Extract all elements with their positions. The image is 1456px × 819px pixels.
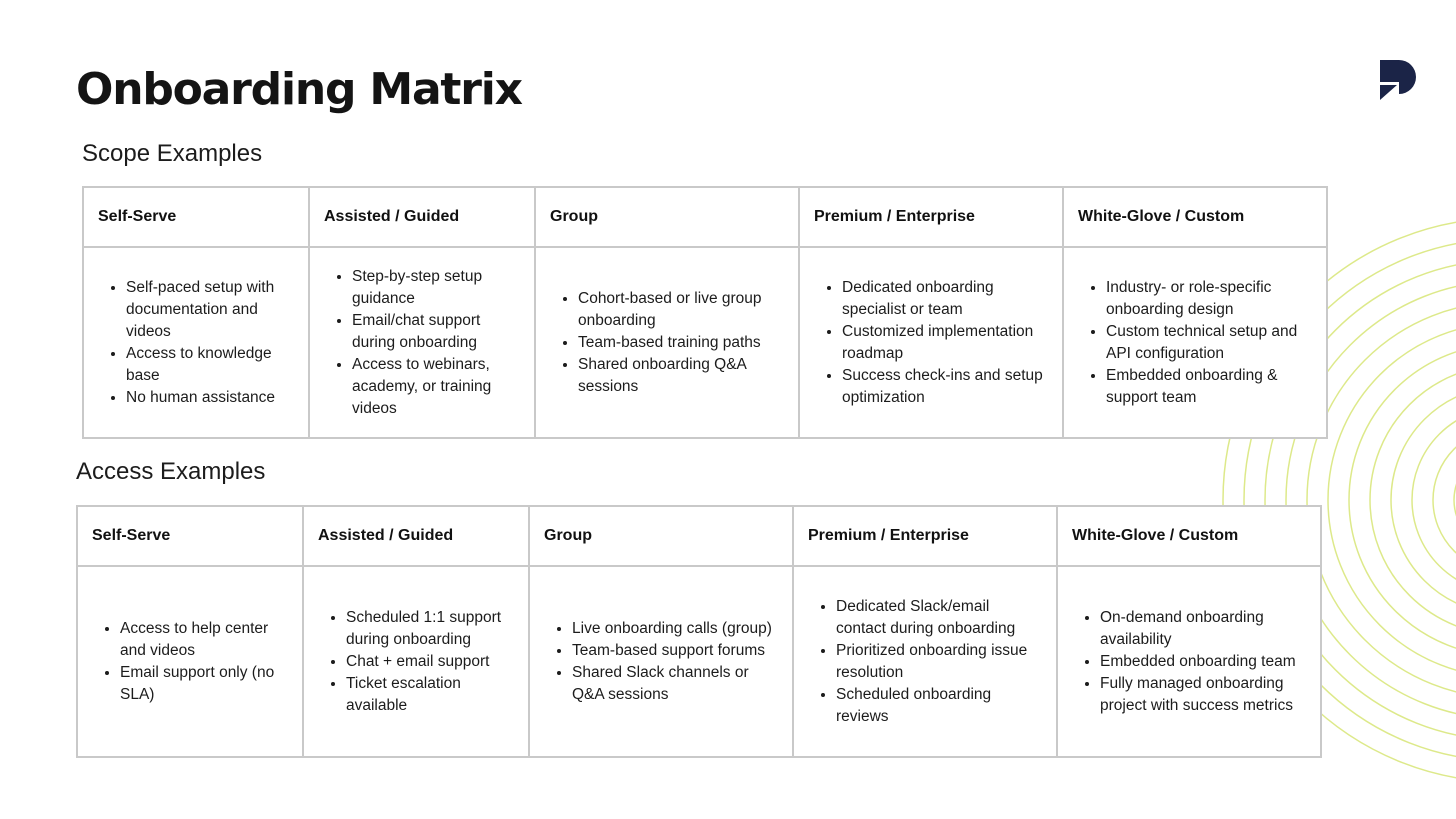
list-item: • Embedded onboarding team	[1100, 651, 1306, 673]
list-item: • Access to help center and videos	[120, 618, 288, 662]
bullet-list	[808, 596, 1042, 728]
cell-self-serve	[83, 247, 309, 438]
cell-premium-enterprise	[793, 566, 1057, 757]
column-header-assisted-guided: Assisted / Guided	[303, 506, 529, 566]
bullet-list	[544, 618, 778, 706]
ring-line	[1370, 365, 1456, 635]
column-header-assisted-guided: Assisted / Guided	[309, 187, 535, 247]
ring-line	[1328, 323, 1456, 677]
list-item: • Shared onboarding Q&A sessions	[578, 354, 784, 398]
bullet-list	[324, 266, 520, 420]
list-item: • Custom technical setup and API configuration	[1106, 321, 1312, 365]
table-header-row	[83, 187, 1327, 247]
list-item: • Team-based support forums	[572, 640, 778, 662]
brand-logo-icon	[1378, 60, 1418, 100]
table-header-row	[77, 506, 1321, 566]
list-item: • Dedicated Slack/email contact during onboarding	[836, 596, 1042, 640]
bullet-list	[318, 607, 514, 717]
cell-assisted-guided	[303, 566, 529, 757]
ring-line	[1307, 302, 1456, 698]
list-item: • Customized implementation roadmap	[842, 321, 1048, 365]
ring-line	[1433, 428, 1456, 572]
bullet-list	[814, 277, 1048, 409]
list-item: • Industry- or role-specific onboarding design	[1106, 277, 1312, 321]
bullet-list	[1078, 277, 1312, 409]
list-item: • Cohort-based or live group onboarding	[578, 288, 784, 332]
list-item: • Access to webinars, academy, or training videos	[352, 354, 520, 420]
page-title: Onboarding Matrix	[76, 64, 522, 115]
ring-line	[1391, 386, 1456, 614]
column-header-self-serve: Self-Serve	[83, 187, 309, 247]
cell-self-serve	[77, 566, 303, 757]
list-item: • Email/chat support during onboarding	[352, 310, 520, 354]
list-item: • Chat + email support	[346, 651, 514, 673]
list-item: • Success check-ins and setup optimization	[842, 365, 1048, 409]
cell-group	[535, 247, 799, 438]
list-item: • No human assistance	[126, 387, 294, 409]
bullet-list	[550, 288, 784, 398]
bullet-list	[1072, 607, 1306, 717]
list-item: • Live onboarding calls (group)	[572, 618, 778, 640]
table-row	[77, 566, 1321, 757]
table-row	[83, 247, 1327, 438]
list-item: • Step-by-step setup guidance	[352, 266, 520, 310]
list-item: • Access to knowledge base	[126, 343, 294, 387]
list-item: • Self-paced setup with documentation and videos	[126, 277, 294, 343]
list-item: • On-demand onboarding availability	[1100, 607, 1306, 651]
cell-assisted-guided	[309, 247, 535, 438]
column-header-group: Group	[535, 187, 799, 247]
cell-white-glove-custom	[1063, 247, 1327, 438]
cell-white-glove-custom	[1057, 566, 1321, 757]
scope-examples-table	[82, 186, 1328, 439]
access-examples-table	[76, 505, 1322, 758]
list-item: • Scheduled 1:1 support during onboarding	[346, 607, 514, 651]
list-item: • Embedded onboarding & support team	[1106, 365, 1312, 409]
scope-section-title: Scope Examples	[82, 140, 263, 167]
list-item: • Shared Slack channels or Q&A sessions	[572, 662, 778, 706]
list-item: • Scheduled onboarding reviews	[836, 684, 1042, 728]
ring-line	[1412, 407, 1456, 593]
ring-line	[1349, 344, 1456, 656]
column-header-self-serve: Self-Serve	[77, 506, 303, 566]
list-item: • Ticket escalation available	[346, 673, 514, 717]
list-item: • Fully managed onboarding project with success metrics	[1100, 673, 1306, 717]
bullet-list	[98, 277, 294, 409]
column-header-white-glove-custom: White-Glove / Custom	[1063, 187, 1327, 247]
column-header-premium-enterprise: Premium / Enterprise	[793, 506, 1057, 566]
cell-premium-enterprise	[799, 247, 1063, 438]
access-section-title: Access Examples	[76, 458, 266, 485]
list-item: • Team-based training paths	[578, 332, 784, 354]
list-item: • Email support only (no SLA)	[120, 662, 288, 706]
list-item: • Dedicated onboarding specialist or team	[842, 277, 1048, 321]
column-header-white-glove-custom: White-Glove / Custom	[1057, 506, 1321, 566]
cell-group	[529, 566, 793, 757]
list-item: • Prioritized onboarding issue resolution	[836, 640, 1042, 684]
column-header-group: Group	[529, 506, 793, 566]
column-header-premium-enterprise: Premium / Enterprise	[799, 187, 1063, 247]
bullet-list	[92, 618, 288, 706]
